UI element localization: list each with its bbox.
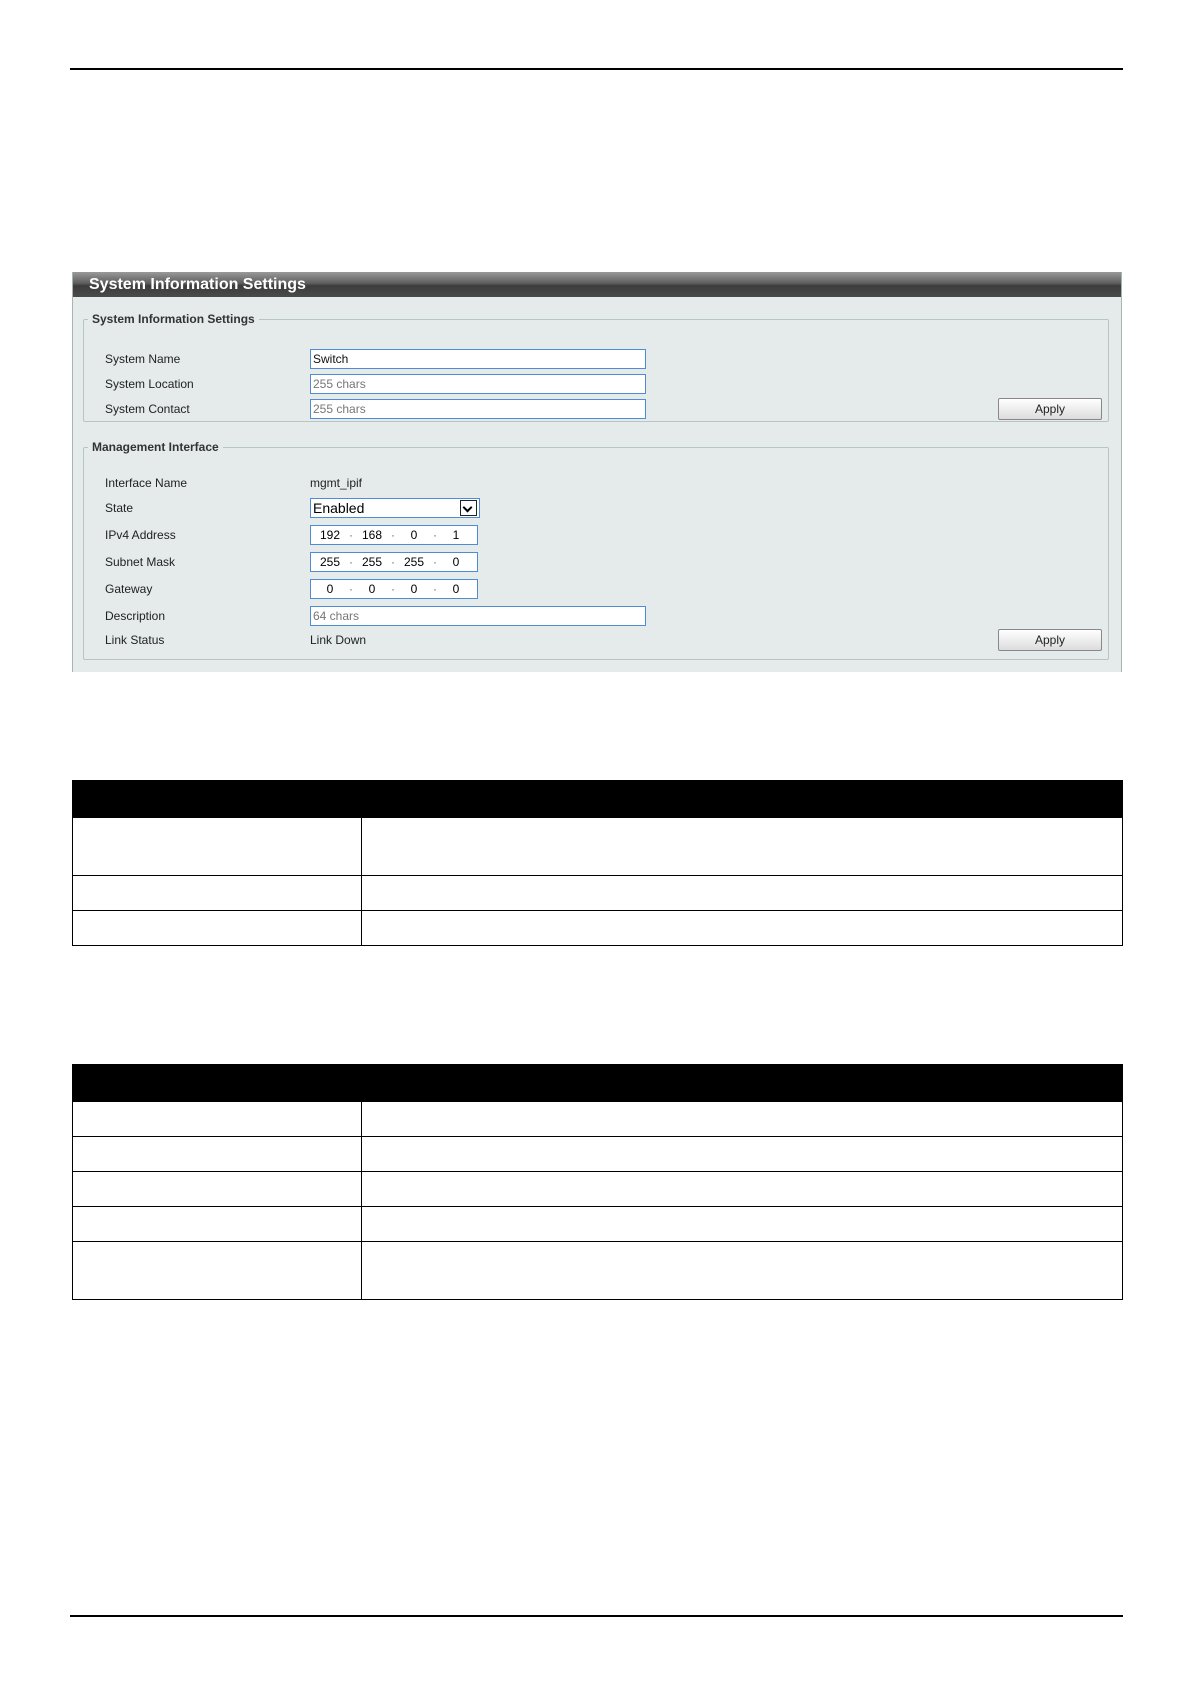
table-row xyxy=(73,1172,1123,1207)
ip-separator: · xyxy=(433,582,437,596)
table-cell xyxy=(362,876,1123,911)
table-header-cell xyxy=(73,1065,362,1102)
table-cell xyxy=(73,876,362,911)
description-row xyxy=(84,605,1108,627)
table-cell xyxy=(73,818,362,876)
gateway-octet-3[interactable]: 0 xyxy=(410,582,418,596)
subnet-octet-4[interactable]: 0 xyxy=(452,555,460,569)
subnet-input[interactable] xyxy=(310,552,478,572)
table-cell xyxy=(362,1207,1123,1242)
table-header-cell xyxy=(362,781,1123,818)
table-row xyxy=(73,818,1123,876)
ip-separator: · xyxy=(433,528,437,542)
ipv4-octet-1[interactable]: 192 xyxy=(319,528,341,542)
system-location-row xyxy=(84,373,1108,395)
description-label: Description xyxy=(105,609,166,623)
gateway-label: Gateway xyxy=(105,582,153,596)
table-header-row xyxy=(73,1065,1123,1102)
table-row xyxy=(73,911,1123,946)
chevron-down-icon[interactable] xyxy=(460,500,477,516)
ipv4-octet-3[interactable]: 0 xyxy=(410,528,418,542)
state-row xyxy=(84,497,1108,519)
system-contact-row xyxy=(84,398,1108,420)
management-interface-group xyxy=(83,440,1109,660)
link-status-value: Link Down xyxy=(310,633,367,647)
table-cell xyxy=(362,818,1123,876)
description-input[interactable]: 64 chars xyxy=(310,606,646,626)
table-row xyxy=(73,1137,1123,1172)
system-information-panel xyxy=(72,272,1122,672)
parameter-table-1 xyxy=(72,780,1123,946)
ip-separator: · xyxy=(349,528,353,542)
ip-separator: · xyxy=(433,555,437,569)
table-header-cell xyxy=(73,781,362,818)
ipv4-label: IPv4 Address xyxy=(105,528,176,542)
ipv4-input[interactable] xyxy=(310,525,478,545)
table-cell xyxy=(73,1102,362,1137)
interface-name-row xyxy=(84,472,1108,494)
table-cell xyxy=(73,1172,362,1207)
table-cell xyxy=(362,911,1123,946)
system-info-apply-button[interactable]: Apply xyxy=(998,398,1102,420)
table-cell xyxy=(362,1137,1123,1172)
ip-separator: · xyxy=(349,582,353,596)
system-name-row xyxy=(84,348,1108,370)
subnet-octet-3[interactable]: 255 xyxy=(403,555,425,569)
gateway-row xyxy=(84,578,1108,600)
table-cell xyxy=(73,911,362,946)
link-status-row xyxy=(84,629,1108,651)
subnet-octet-2[interactable]: 255 xyxy=(361,555,383,569)
table-row xyxy=(73,1207,1123,1242)
subnet-label: Subnet Mask xyxy=(105,555,176,569)
system-contact-input[interactable]: 255 chars xyxy=(310,399,646,419)
ip-separator: · xyxy=(391,528,395,542)
link-status-label: Link Status xyxy=(105,633,165,647)
interface-name-value: mgmt_ipif xyxy=(310,476,363,490)
table-cell xyxy=(73,1242,362,1300)
system-contact-label: System Contact xyxy=(105,402,190,416)
table-header-cell xyxy=(362,1065,1123,1102)
subnet-row xyxy=(84,551,1108,573)
gateway-octet-2[interactable]: 0 xyxy=(368,582,376,596)
parameter-table-2 xyxy=(72,1064,1123,1300)
system-information-group xyxy=(83,312,1109,422)
gateway-input[interactable] xyxy=(310,579,478,599)
gateway-octet-1[interactable]: 0 xyxy=(326,582,334,596)
table-cell xyxy=(362,1172,1123,1207)
ipv4-octet-4[interactable]: 1 xyxy=(452,528,460,542)
footer-rule xyxy=(70,1615,1123,1617)
state-select[interactable] xyxy=(310,498,480,518)
system-name-input[interactable]: Switch xyxy=(310,349,646,369)
table-row xyxy=(73,1102,1123,1137)
ip-separator: · xyxy=(391,582,395,596)
group-legend: System Information Settings xyxy=(92,312,255,326)
system-location-input[interactable]: 255 chars xyxy=(310,374,646,394)
subnet-octet-1[interactable]: 255 xyxy=(319,555,341,569)
management-interface-apply-button[interactable]: Apply xyxy=(998,629,1102,651)
table-cell xyxy=(362,1242,1123,1300)
table-cell xyxy=(362,1102,1123,1137)
table-cell xyxy=(73,1137,362,1172)
system-name-label: System Name xyxy=(105,352,181,366)
ipv4-row xyxy=(84,524,1108,546)
state-select-value: Enabled xyxy=(313,500,365,516)
ip-separator: · xyxy=(391,555,395,569)
table-header-row xyxy=(73,781,1123,818)
ip-separator: · xyxy=(349,555,353,569)
ipv4-octet-2[interactable]: 168 xyxy=(361,528,383,542)
header-rule xyxy=(70,68,1123,70)
state-label: State xyxy=(105,501,134,515)
gateway-octet-4[interactable]: 0 xyxy=(452,582,460,596)
system-location-label: System Location xyxy=(105,377,194,391)
table-row xyxy=(73,876,1123,911)
panel-title: System Information Settings xyxy=(73,272,1121,297)
interface-name-label: Interface Name xyxy=(105,476,188,490)
group-legend: Management Interface xyxy=(92,440,219,454)
table-cell xyxy=(73,1207,362,1242)
table-row xyxy=(73,1242,1123,1300)
